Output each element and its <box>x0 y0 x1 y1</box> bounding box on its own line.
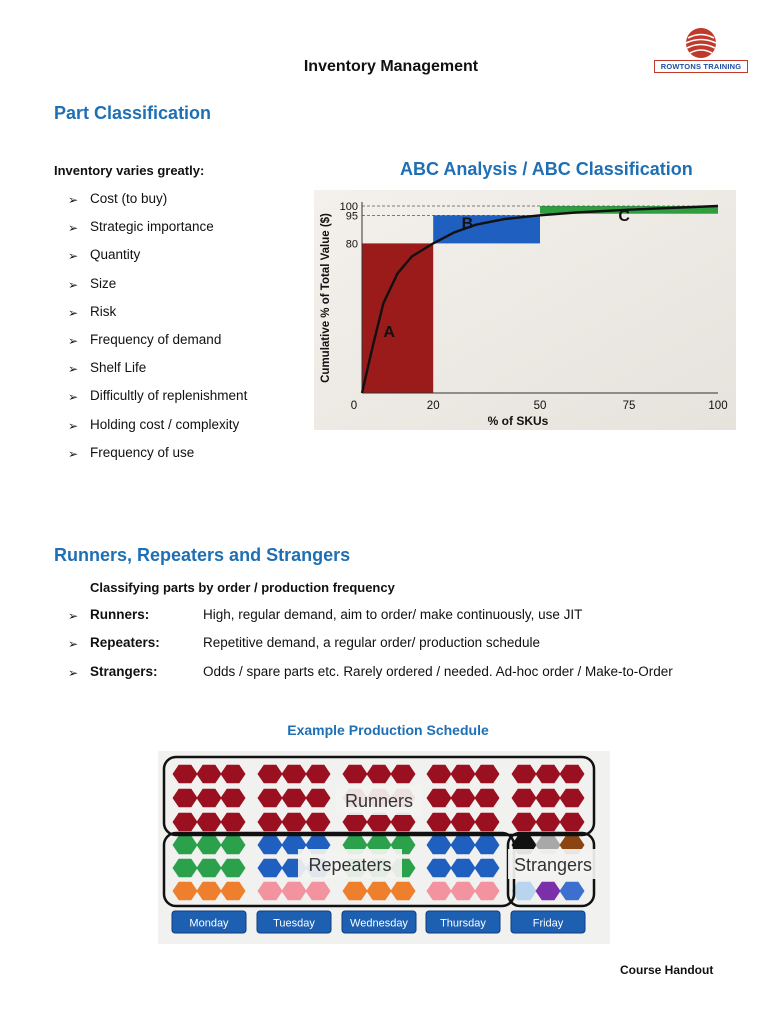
rrs-term: Repeaters: <box>90 635 160 650</box>
y-tick-label: 95 <box>345 210 358 223</box>
inventory-intro: Inventory varies greatly: <box>54 163 205 178</box>
y-tick-label: 100 <box>339 201 358 213</box>
x-tick-label: 50 <box>533 400 547 412</box>
x-tick-label: 0 <box>350 400 358 412</box>
arrow-bullet-icon: ➢ <box>68 249 79 264</box>
list-item-text: Shelf Life <box>90 360 147 376</box>
category-label-a: A <box>383 323 395 341</box>
x-tick-label: 20 <box>426 400 440 412</box>
category-label-b: B <box>461 215 474 233</box>
arrow-bullet-icon: ➢ <box>68 277 79 292</box>
arrow-bullet-icon: ➢ <box>68 305 79 320</box>
day-label: Thursday <box>440 917 486 930</box>
arrow-bullet-icon: ➢ <box>68 637 79 651</box>
document-title: Inventory Management <box>303 58 479 75</box>
list-item <box>68 276 247 304</box>
rrs-term: Strangers: <box>90 664 158 679</box>
rrs-heading: Runners, Repeaters and Strangers <box>54 545 351 565</box>
rrs-description: High, regular demand, aim to order/ make continuously, use JIT <box>203 607 583 622</box>
rrs-description: Odds / spare parts etc. Rarely ordered / needed. Ad-hoc order / Make-to-Order <box>203 664 673 679</box>
abc-chart <box>314 190 736 430</box>
list-item-text: Difficultly of replenishment <box>90 388 248 404</box>
y-tick-label: 80 <box>345 238 358 251</box>
list-item <box>68 388 247 416</box>
list-item-text: Size <box>90 275 117 291</box>
y-axis-label: Cumulative % of Total Value ($) <box>320 213 332 383</box>
footer-text: Course Handout <box>620 963 714 977</box>
arrow-bullet-icon: ➢ <box>68 333 79 348</box>
list-item <box>68 304 247 332</box>
rrs-row-runners <box>68 607 582 625</box>
arrow-bullet-icon: ➢ <box>68 362 79 377</box>
arrow-bullet-icon: ➢ <box>68 418 79 433</box>
list-item-text: Frequency of use <box>90 444 195 460</box>
schedule-title: Example Production Schedule <box>287 722 489 738</box>
list-item <box>68 247 247 275</box>
list-item <box>68 417 247 445</box>
arrow-bullet-icon: ➢ <box>68 221 79 236</box>
day-label: Tuesday <box>273 917 315 930</box>
runners-label: Runners <box>344 791 414 811</box>
x-axis-label: % of SKUs <box>487 414 549 428</box>
list-item <box>68 360 247 388</box>
x-tick-label: 100 <box>708 400 728 412</box>
part-classification-heading: Part Classification <box>54 103 212 123</box>
list-item-text: Cost (to buy) <box>90 191 168 206</box>
list-item <box>68 191 247 219</box>
list-item-text: Frequency of demand <box>90 331 222 347</box>
rrs-row-repeaters <box>68 635 540 653</box>
repeaters-label: Repeaters <box>308 855 392 875</box>
rrs-description: Repetitive demand, a regular order/ production schedule <box>203 635 540 650</box>
x-tick-label: 75 <box>622 400 636 412</box>
day-label: Monday <box>189 917 229 930</box>
category-label-c: C <box>618 207 630 225</box>
arrow-bullet-icon: ➢ <box>68 666 79 680</box>
arrow-bullet-icon: ➢ <box>68 609 79 623</box>
day-label: Wednesday <box>350 917 408 930</box>
arrow-bullet-icon: ➢ <box>68 446 79 461</box>
list-item <box>68 219 247 247</box>
production-schedule-diagram <box>158 751 610 944</box>
list-item <box>68 445 247 473</box>
list-item-text: Holding cost / complexity <box>90 416 240 432</box>
list-item <box>68 332 247 360</box>
rrs-term: Runners: <box>90 607 150 622</box>
day-label: Friday <box>532 917 564 930</box>
rrs-row-strangers <box>68 664 673 682</box>
logo-text: ROWTONS TRAINING <box>654 60 748 73</box>
rrs-intro: Classifying parts by order / production frequency <box>90 580 395 595</box>
strangers-label: Strangers <box>513 855 593 875</box>
list-item-text: Quantity <box>90 247 141 263</box>
inventory-factors-list <box>68 191 247 473</box>
globe-logo-icon <box>654 26 748 62</box>
abc-chart-title: ABC Analysis / ABC Classification <box>400 159 693 179</box>
arrow-bullet-icon: ➢ <box>68 390 79 405</box>
bar-a <box>362 243 433 393</box>
bar-b <box>433 215 540 243</box>
list-item-text: Strategic importance <box>90 219 214 235</box>
list-item-text: Risk <box>90 303 117 319</box>
arrow-bullet-icon: ➢ <box>68 193 79 207</box>
rowtons-logo <box>654 26 748 74</box>
